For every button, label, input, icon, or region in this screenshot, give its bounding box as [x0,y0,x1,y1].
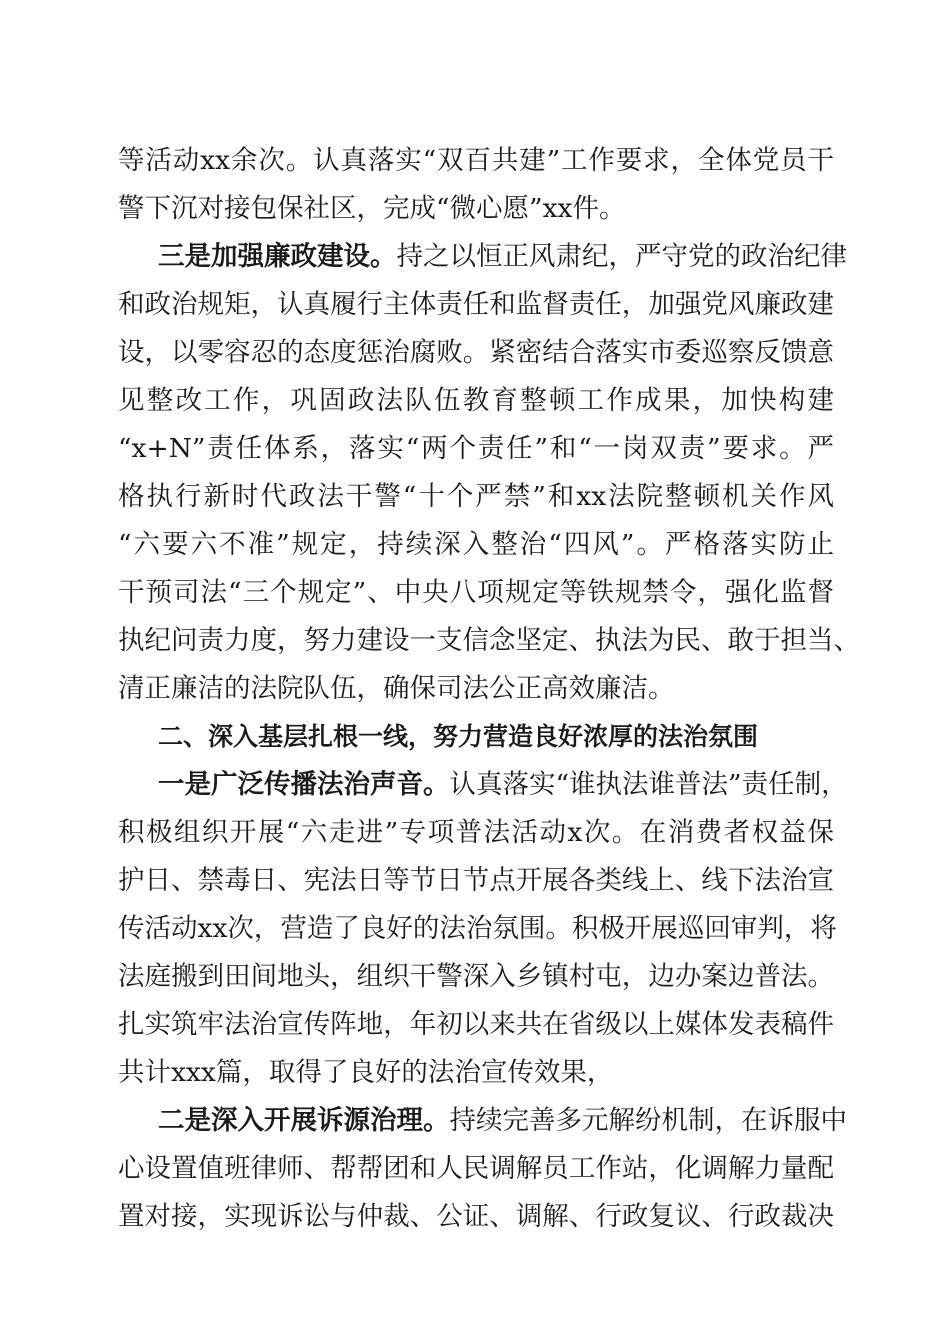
paragraph-lead: 三是加强廉政建设。 [158,241,397,272]
paragraph-line: “x+N”责任体系，落实“两个责任”和“一岗双责”要求。严 [118,433,834,464]
paragraph-line: 执纪问责力度，努力建设一支信念坚定、执法为民、敢于担当、 [118,625,860,656]
paragraph-lead: 二是深入开展诉源治理。 [158,1105,450,1136]
paragraph-line: 法庭搬到田间地头，组织干警深入乡镇村屯，边办案边普法。 [118,961,834,992]
paragraph-text: 认真落实“谁执法谁普法”责任制， [449,769,848,800]
paragraph-line [158,768,848,802]
paragraph-line: 置对接，实现诉讼与仲裁、公证、调解、行政复议、行政裁决 [118,1201,834,1232]
paragraph-line: 扎实筑牢法治宣传阵地，年初以来共在省级以上媒体发表稿件 [118,1009,834,1040]
paragraph-line: 格执行新时代政法干警“十个严禁”和xx法院整顿机关作风 [118,481,834,512]
section-heading: 二、深入基层扎根一线，努力营造良好浓厚的法治氛围 [158,722,759,751]
paragraph-line: 心设置值班律师、帮帮团和人民调解员工作站，化调解力量配 [118,1153,834,1184]
paragraph-line: 积极组织开展“六走进”专项普法活动x次。在消费者权益保 [118,817,834,848]
paragraph-line: 等活动xx余次。认真落实“双百共建”工作要求，全体党员干 [118,145,834,176]
paragraph-line: 和政治规矩，认真履行主体责任和监督责任，加强党风廉政建 [118,289,834,320]
paragraph-lead: 一是广泛传播法治声音。 [158,769,450,800]
paragraph-text: 持之以恒正风肃纪，严守党的政治纪律 [396,241,847,272]
paragraph-text: 持续完善多元解纷机制，在诉服中 [449,1105,847,1136]
paragraph-line: 警下沉对接包保社区，完成“微心愿”xx件。 [118,193,626,224]
paragraph-line: “六要六不准”规定，持续深入整治“四风”。严格落实防止 [118,529,834,560]
paragraph-line: 见整改工作，巩固政法队伍教育整顿工作成果，加快构建 [118,385,834,416]
paragraph-line: 护日、禁毒日、宪法日等节日节点开展各类线上、线下法治宣 [118,865,834,896]
paragraph-line: 干预司法“三个规定”、中央八项规定等铁规禁令，强化监督 [118,577,834,608]
paragraph-line: 共计xxx篇，取得了良好的法治宣传效果， [118,1057,614,1088]
paragraph-line [158,1104,847,1138]
paragraph-line: 清正廉洁的法院队伍，确保司法公正高效廉洁。 [118,673,675,704]
paragraph-line: 设，以零容忍的态度惩治腐败。紧密结合落实市委巡察反馈意 [118,337,834,368]
paragraph-line: 传活动xx次，营造了良好的法治氛围。积极开展巡回审判，将 [118,913,837,944]
paragraph-line [158,240,847,274]
